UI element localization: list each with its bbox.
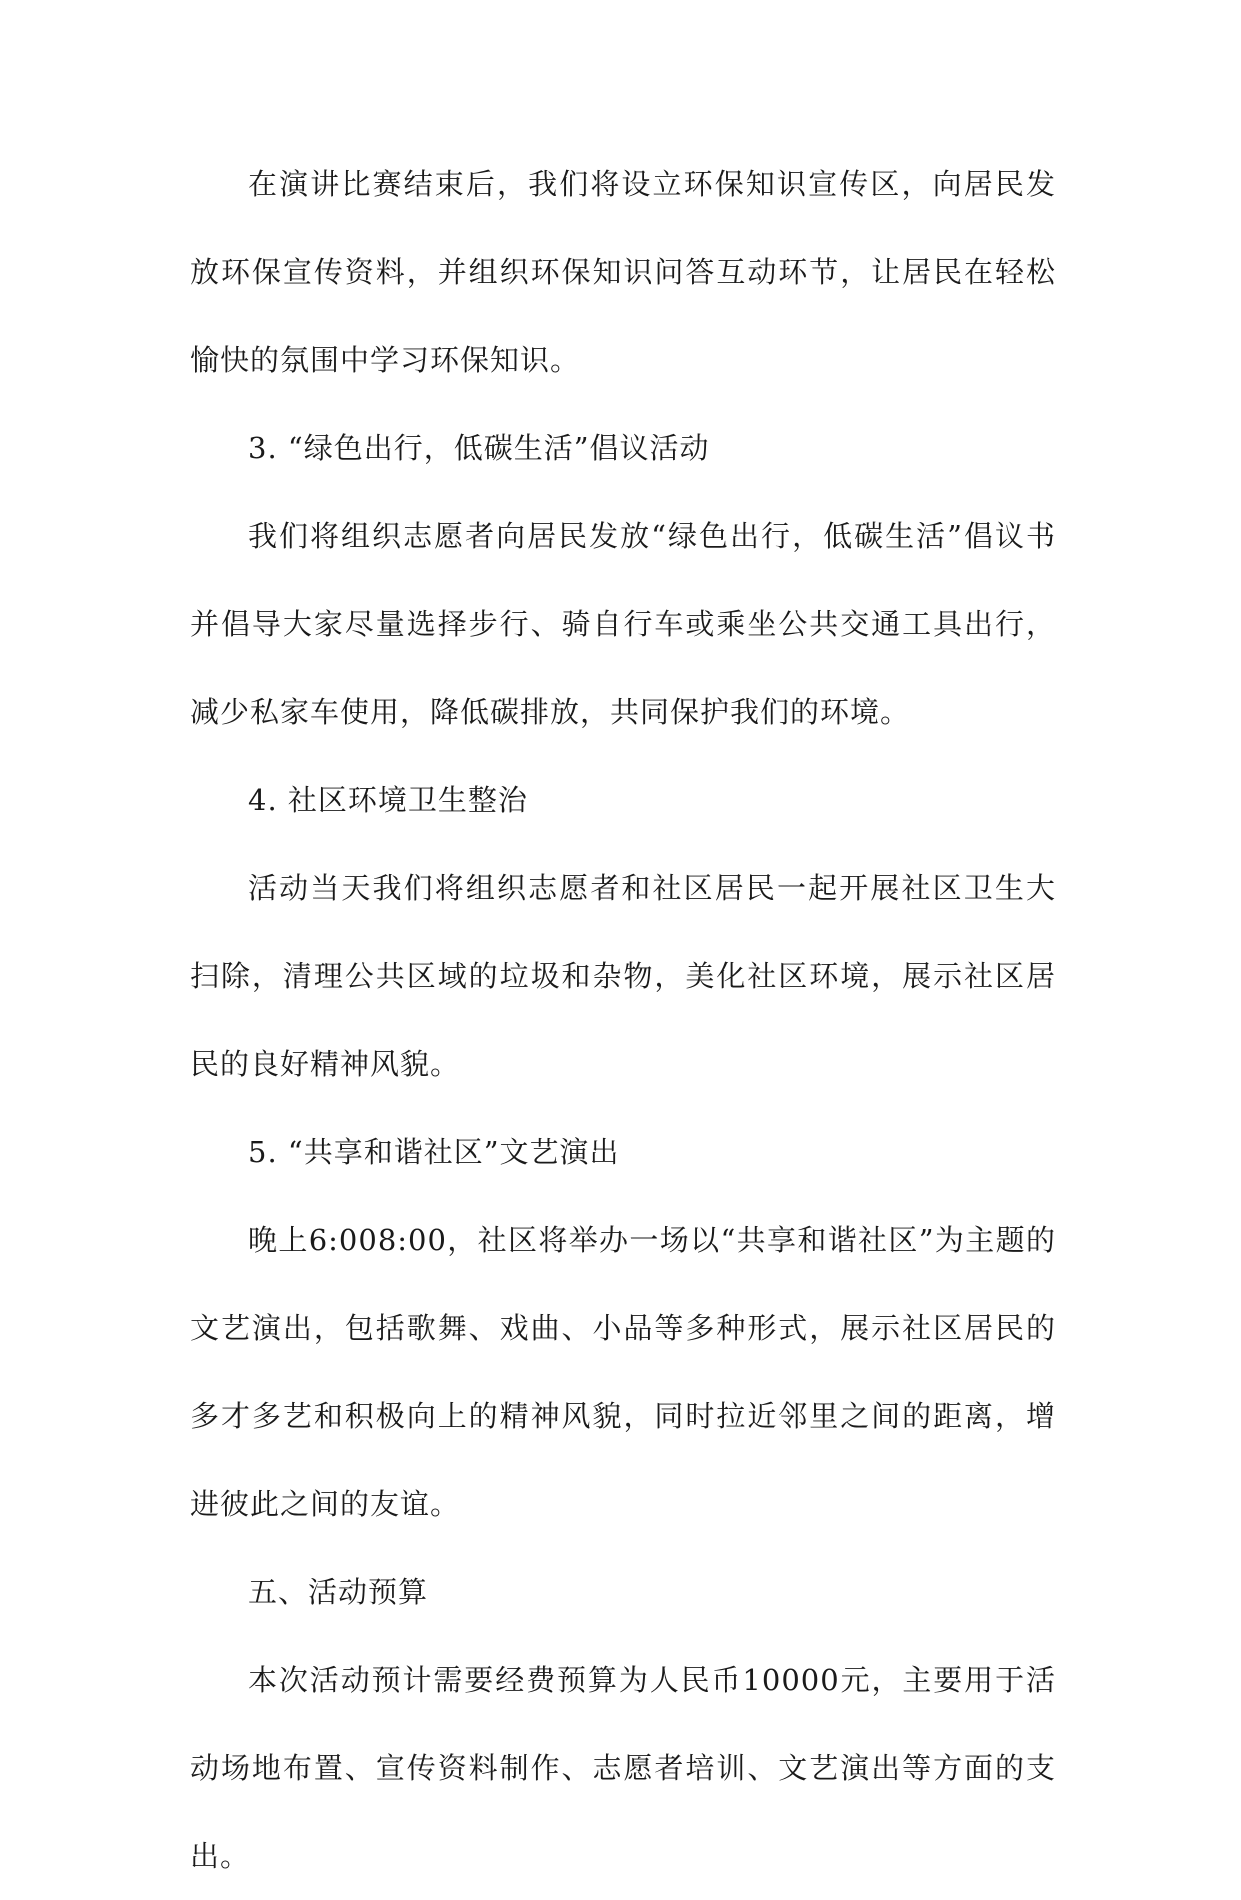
- paragraph-performance: 晚上6:008:00，社区将举办一场以“共享和谐社区”为主题的文艺演出，包括歌舞、戏曲、小品等多种形式，展示社区居民的多才多艺和积极向上的精神风貌，同时拉近邻里之间的距离，增进彼此之间的友谊。: [190, 1223, 1056, 1521]
- paragraph-green-travel: 我们将组织志愿者向居民发放“绿色出行，低碳生活”倡议书并倡导大家尽量选择步行、骑自行车或乘坐公共交通工具出行，减少私家车使用，降低碳排放，共同保护我们的环境。: [190, 519, 1056, 729]
- paragraph-knowledge-zone: 在演讲比赛结束后，我们将设立环保知识宣传区，向居民发放环保宣传资料，并组织环保知识问答互动环节，让居民在轻松愉快的氛围中学习环保知识。: [190, 167, 1056, 377]
- heading-budget: 五、活动预算: [248, 1575, 429, 1609]
- heading-performance: 5. “共享和谐社区”文艺演出: [248, 1135, 620, 1169]
- heading-sanitation: 4. 社区环境卫生整治: [248, 783, 528, 817]
- document-body: [190, 140, 1056, 1900]
- paragraph-budget: 本次活动预计需要经费预算为人民币10000元，主要用于活动场地布置、宣传资料制作、志愿者培训、文艺演出等方面的支出。: [190, 1663, 1056, 1873]
- heading-green-travel: 3. “绿色出行，低碳生活”倡议活动: [248, 431, 710, 465]
- paragraph-sanitation: 活动当天我们将组织志愿者和社区居民一起开展社区卫生大扫除，清理公共区域的垃圾和杂物，美化社区环境，展示社区居民的良好精神风貌。: [190, 871, 1056, 1081]
